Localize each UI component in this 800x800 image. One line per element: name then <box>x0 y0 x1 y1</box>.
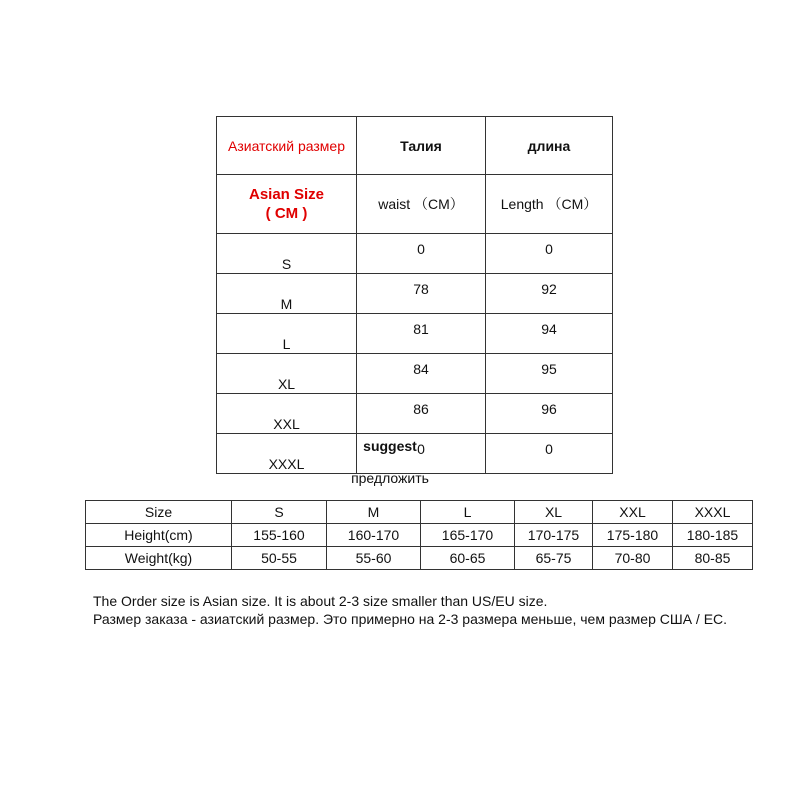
size-cell: XL <box>217 354 357 394</box>
size-note-en: The Order size is Asian size. It is about 2-3 size smaller than US/EU size. <box>93 593 548 609</box>
table-cell: Size <box>86 501 232 524</box>
table-cell: S <box>232 501 327 524</box>
waist-cell: 78 <box>357 274 486 314</box>
length-cell: 94 <box>486 314 613 354</box>
header-length-en: Length （CM） <box>486 175 613 234</box>
height-row <box>86 524 753 547</box>
length-cell: 95 <box>486 354 613 394</box>
size-cell: XXL <box>217 394 357 434</box>
waist-cell: 84 <box>357 354 486 394</box>
table-cell: Height(cm) <box>86 524 232 547</box>
table-row <box>217 314 613 354</box>
waist-cell: 86 <box>357 394 486 434</box>
size-note <box>93 592 733 628</box>
size-cell: L <box>217 314 357 354</box>
table-cell: 180-185 <box>673 524 753 547</box>
suggest-title-ru: предложить <box>351 470 429 486</box>
size-note-ru: Размер заказа - азиатский размер. Это примерно на 2-3 размера меньше, чем размер США / ЕС. <box>93 611 728 627</box>
table-cell: XXL <box>593 501 673 524</box>
table-cell: 80-85 <box>673 547 753 570</box>
table-row <box>217 354 613 394</box>
asian-size-label: Asian Size <box>248 186 325 203</box>
header-asian-size-ru: Азиатский размер <box>217 117 357 175</box>
size-chart-header-ru <box>217 117 613 175</box>
header-waist-en: waist （CM） <box>357 175 486 234</box>
header-waist-ru: Талия <box>357 117 486 175</box>
size-cell: XXXL <box>217 434 357 474</box>
table-cell: 170-175 <box>515 524 593 547</box>
table-cell: 155-160 <box>232 524 327 547</box>
suggest-header-row <box>86 501 753 524</box>
table-row <box>217 274 613 314</box>
table-cell: XL <box>515 501 593 524</box>
size-cell: S <box>217 234 357 274</box>
suggest-title: suggest <box>363 438 417 454</box>
header-asian-size-en <box>217 175 357 234</box>
weight-row <box>86 547 753 570</box>
length-cell: 0 <box>486 434 613 474</box>
table-cell: M <box>327 501 421 524</box>
table-cell: 70-80 <box>593 547 673 570</box>
asian-size-unit: ( CM ) <box>265 205 308 222</box>
length-cell: 92 <box>486 274 613 314</box>
table-cell: 60-65 <box>421 547 515 570</box>
table-cell: 175-180 <box>593 524 673 547</box>
header-length-ru: длина <box>486 117 613 175</box>
size-chart-table <box>216 116 613 474</box>
suggest-table <box>85 500 753 570</box>
waist-cell: 0 <box>357 434 486 474</box>
table-cell: 50-55 <box>232 547 327 570</box>
table-row <box>217 234 613 274</box>
length-cell: 0 <box>486 234 613 274</box>
table-row <box>217 394 613 434</box>
table-cell: 165-170 <box>421 524 515 547</box>
size-cell: M <box>217 274 357 314</box>
table-cell: 65-75 <box>515 547 593 570</box>
size-chart-header-en <box>217 175 613 234</box>
table-cell: XXXL <box>673 501 753 524</box>
length-cell: 96 <box>486 394 613 434</box>
table-cell: Weight(kg) <box>86 547 232 570</box>
waist-cell: 0 <box>357 234 486 274</box>
table-cell: 55-60 <box>327 547 421 570</box>
table-cell: 160-170 <box>327 524 421 547</box>
waist-cell: 81 <box>357 314 486 354</box>
table-cell: L <box>421 501 515 524</box>
